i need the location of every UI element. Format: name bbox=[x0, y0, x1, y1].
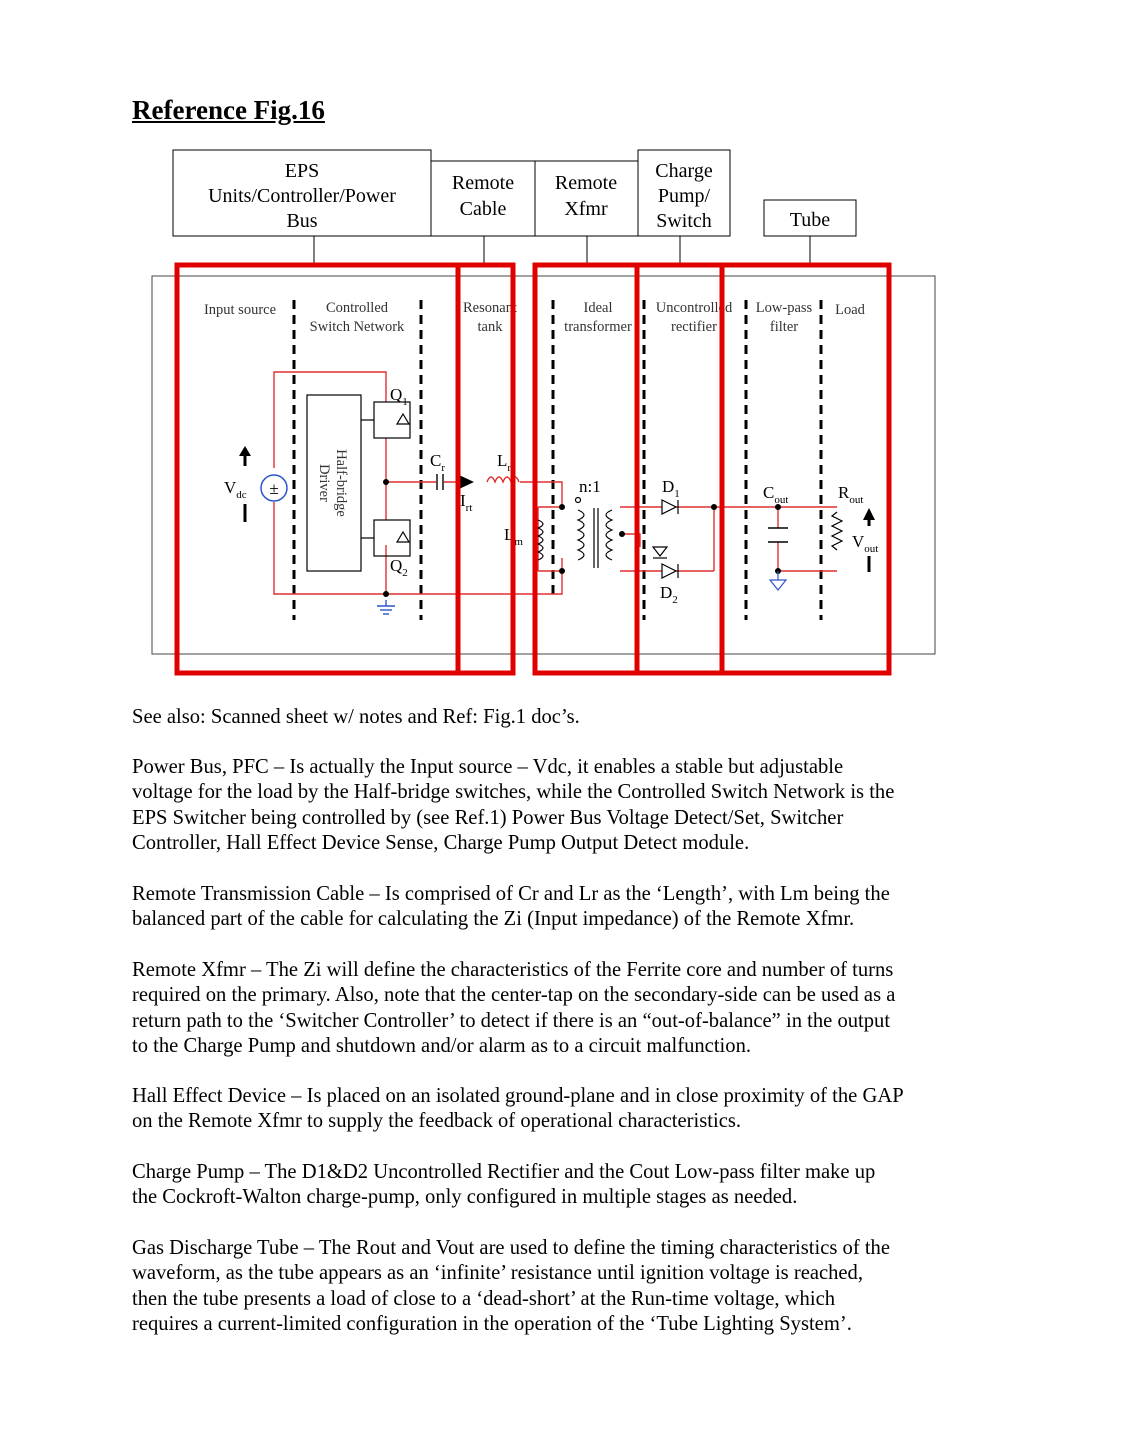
cout-label: $C_{out}$ bbox=[763, 483, 789, 506]
section-uncontrolled-2: rectifier bbox=[671, 319, 717, 335]
paragraph-remote-cable: Remote Transmission Cable – Is comprised of Cr and Lr as the ‘Length’, with Lm being the balanced part of the cable for calculating the Zi (Input impedance) of the Remote Xfmr. bbox=[132, 883, 890, 931]
page-heading: Reference Fig.16 bbox=[132, 95, 325, 125]
section-ideal-2: transformer bbox=[564, 319, 632, 335]
section-load: Load bbox=[835, 302, 865, 318]
ground-symbol bbox=[377, 600, 395, 614]
section-controlled-2: Switch Network bbox=[309, 319, 405, 335]
section-dividers bbox=[294, 300, 821, 620]
vout-label: $V_{out}$ bbox=[852, 532, 879, 555]
lr-label: $L_r$ bbox=[497, 451, 512, 474]
charge-pump-label-2: Pump/ bbox=[657, 185, 711, 207]
section-controlled-1: Controlled bbox=[325, 300, 389, 316]
cout-ground bbox=[770, 571, 786, 590]
paragraph-see-also: See also: Scanned sheet w/ notes and Ref: Fig.1 doc’s. bbox=[132, 706, 580, 728]
paragraph-power-bus: Power Bus, PFC – Is actually the Input source – Vdc, it enables a stable but adjustable voltage for the load by the Half-bridge switches, while the Controlled Switch Network is the EPS Switcher being controlled by (see Ref.1) Power Bus Voltage Detect/Set, Switcher Controller, Hall Effect Device Sense, Charge Pump Output Detect module. bbox=[132, 756, 895, 854]
remote-xfmr-label-1: Remote bbox=[554, 172, 618, 194]
section-lowpass-2: filter bbox=[769, 319, 799, 335]
cr-capacitor bbox=[437, 474, 443, 490]
center-tap-diode bbox=[653, 547, 667, 558]
driver-label-1: Half-bridge bbox=[333, 449, 349, 517]
section-ideal-1: Ideal bbox=[583, 300, 613, 316]
vdc-plus-minus: ± bbox=[269, 479, 279, 498]
paragraph-charge-pump: Charge Pump – The D1&D2 Uncontrolled Rectifier and the Cout Low-pass filter make up the Cockroft-Walton charge-pump, only configured in multiple stages as needed. bbox=[132, 1161, 876, 1209]
eps-label-1: EPS bbox=[284, 160, 320, 182]
irt-label: $I_{rt}$ bbox=[460, 491, 473, 514]
turns-ratio-label: n:1 bbox=[579, 477, 601, 496]
remote-cable-label-2: Cable bbox=[459, 198, 507, 220]
schematic-frame bbox=[152, 276, 935, 654]
vdc-label: $V_{dc}$ bbox=[224, 478, 247, 501]
cr-label: $C_r$ bbox=[430, 451, 446, 474]
d1-diode bbox=[662, 500, 678, 514]
remote-cable-label-1: Remote bbox=[451, 172, 515, 194]
section-resonant-1: Resonant bbox=[463, 300, 517, 316]
charge-pump-label-3: Switch bbox=[656, 210, 712, 232]
section-uncontrolled-1: Uncontrolled bbox=[655, 300, 733, 316]
q1-label: $Q_1$ bbox=[390, 385, 408, 408]
d1-label: $D_1$ bbox=[662, 477, 680, 500]
d2-label: $D_2$ bbox=[660, 583, 678, 606]
current-arrow bbox=[459, 475, 474, 489]
lm-inductor bbox=[538, 520, 543, 560]
section-resonant-2: tank bbox=[477, 319, 503, 335]
d2-diode bbox=[662, 564, 678, 578]
rout-label: $R_{out}$ bbox=[838, 483, 864, 506]
rout-resistor bbox=[832, 512, 842, 550]
section-input-source: Input source bbox=[203, 302, 277, 318]
paragraph-remote-xfmr: Remote Xfmr – The Zi will define the characteristics of the Ferrite core and number of turns required on the primary. Also, note that the center-tap on the secondary-side can be used as a return path to the ‘Switcher Controller’ to detect if there is an “out-of-balance” in the output to the Charge Pump and shutdown and/or alarm as to a circuit malfunction. bbox=[132, 959, 896, 1057]
paragraph-hall-effect: Hall Effect Device – Is placed on an isolated ground-plane and in close proximity of the GAP on the Remote Xfmr to supply the feedback of operational characteristics. bbox=[132, 1085, 904, 1133]
ideal-transformer bbox=[576, 498, 613, 569]
driver-label-2: Driver bbox=[316, 464, 332, 502]
section-lowpass-1: Low-pass bbox=[755, 300, 813, 316]
tube-label: Tube bbox=[789, 209, 831, 231]
remote-xfmr-label-2: Xfmr bbox=[564, 198, 608, 220]
block-connector-lines bbox=[314, 236, 810, 264]
lm-label: $L_m$ bbox=[504, 525, 523, 548]
circuit-figure bbox=[0, 0, 1122, 700]
charge-pump-label-1: Charge bbox=[655, 160, 713, 182]
q2-label: $Q_2$ bbox=[390, 556, 408, 579]
cout-capacitor bbox=[768, 528, 788, 542]
eps-label-2: Units/Controller/Power bbox=[208, 185, 396, 207]
paragraph-gas-discharge: Gas Discharge Tube – The Rout and Vout are used to define the timing characteristics of the waveform, as the tube appears as an ‘infinite’ resistance until ignition voltage is reached, then the tube presents a load of close to a ‘dead-short’ at the Run-time voltage, which requires a current-limited configuration in the operation of the ‘Tube Lighting System’. bbox=[132, 1237, 890, 1335]
eps-label-3: Bus bbox=[286, 210, 318, 232]
